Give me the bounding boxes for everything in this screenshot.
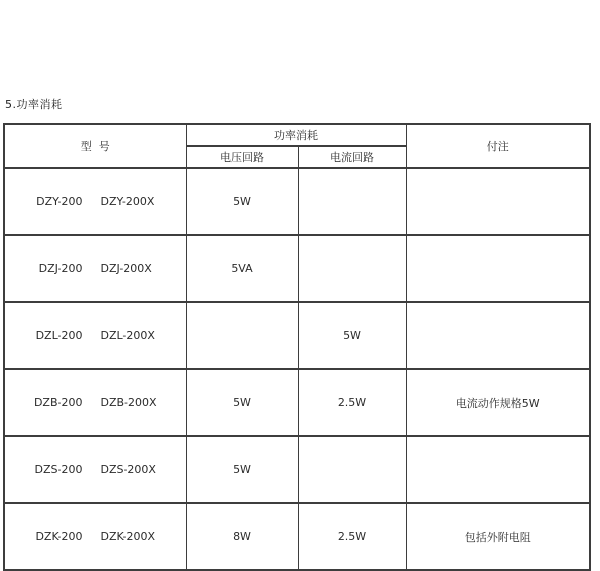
model-name: DZY-200X	[100, 195, 155, 208]
voltage-cell	[186, 302, 298, 369]
model-name: DZL-200	[35, 329, 83, 342]
model-names	[9, 262, 182, 275]
model-name: DZS-200	[34, 463, 83, 476]
table-row	[4, 302, 590, 369]
note-cell	[406, 168, 590, 235]
note-cell	[406, 436, 590, 503]
voltage-cell: 5W	[186, 168, 298, 235]
model-names	[9, 530, 182, 543]
table-row	[4, 436, 590, 503]
table-row	[4, 503, 590, 570]
model-name: DZY-200	[36, 195, 83, 208]
section-title: 5.功率消耗	[5, 98, 63, 111]
current-cell: 2.5W	[298, 369, 406, 436]
model-cell	[4, 235, 186, 302]
table-row	[4, 369, 590, 436]
model-cell	[4, 168, 186, 235]
table-row	[4, 168, 590, 235]
current-cell: 2.5W	[298, 503, 406, 570]
model-name: DZB-200	[33, 396, 83, 409]
note-cell: 包括外附电阻	[406, 503, 590, 570]
header-notes: 付注	[406, 124, 590, 168]
header-model: 型 号	[4, 124, 186, 168]
voltage-cell: 5VA	[186, 235, 298, 302]
note-cell	[406, 302, 590, 369]
model-name: DZS-200X	[100, 463, 156, 476]
voltage-cell: 5W	[186, 369, 298, 436]
model-cell	[4, 436, 186, 503]
model-names	[9, 195, 182, 208]
current-cell	[298, 235, 406, 302]
voltage-cell: 8W	[186, 503, 298, 570]
model-names	[9, 329, 182, 342]
current-cell	[298, 168, 406, 235]
model-names	[9, 396, 182, 409]
power-consumption-table	[3, 123, 591, 571]
model-name: DZJ-200	[38, 262, 83, 275]
note-cell	[406, 235, 590, 302]
model-name: DZJ-200X	[100, 262, 152, 275]
model-names	[9, 463, 182, 476]
voltage-cell: 5W	[186, 436, 298, 503]
header-power-group: 功率消耗	[186, 124, 406, 146]
model-cell	[4, 302, 186, 369]
model-name: DZB-200X	[100, 396, 157, 409]
current-cell	[298, 436, 406, 503]
header-row-1	[4, 124, 590, 146]
model-cell	[4, 503, 186, 570]
current-cell: 5W	[298, 302, 406, 369]
table-row	[4, 235, 590, 302]
model-name: DZL-200X	[100, 329, 155, 342]
header-voltage-circuit: 电压回路	[186, 146, 298, 168]
header-current-circuit: 电流回路	[298, 146, 406, 168]
model-name: DZK-200X	[100, 530, 156, 543]
note-cell: 电流动作规格5W	[406, 369, 590, 436]
model-cell	[4, 369, 186, 436]
model-name: DZK-200	[35, 530, 83, 543]
